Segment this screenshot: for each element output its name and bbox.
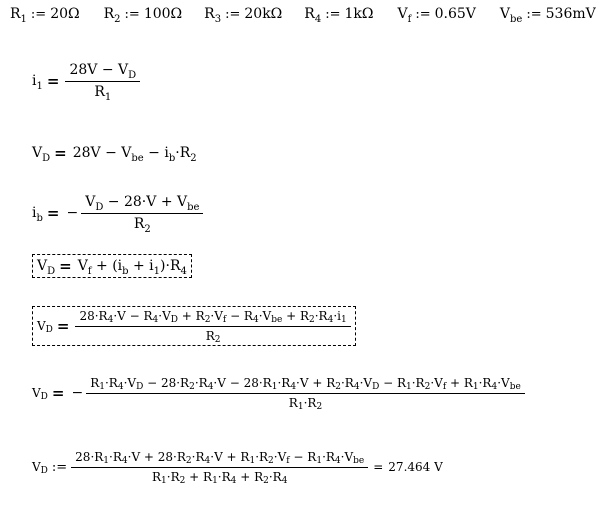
term-subscript: 2 bbox=[309, 315, 315, 325]
term-text: ·V bbox=[359, 376, 373, 390]
term-subscript: 1 bbox=[212, 476, 218, 486]
term-subscript: be bbox=[353, 456, 365, 466]
term-text: ·R bbox=[478, 376, 492, 390]
term-text: + R bbox=[446, 376, 473, 390]
term-text: − R bbox=[289, 450, 317, 464]
term-text: ·R bbox=[411, 376, 425, 390]
term-subscript: 1 bbox=[161, 476, 167, 486]
term-text: ·V − R bbox=[113, 309, 153, 323]
fraction bbox=[71, 450, 368, 484]
definition-r1[interactable]: R 1 := 20Ω bbox=[10, 6, 80, 25]
term-subscript: D bbox=[136, 382, 144, 392]
term-text: ·V bbox=[158, 309, 171, 323]
term-text: 28·R bbox=[79, 309, 108, 323]
term-text: ·R bbox=[191, 450, 205, 464]
term-subscript: f bbox=[286, 456, 290, 466]
equation-ib[interactable]: i b = − V D − 28·V + V be R 2 bbox=[32, 194, 203, 232]
equation-vd-result[interactable]: V D := 28·R 1 ·R 4 ·V + 28·R 2 ·R 4 ·V + R 1 ·R 2 ·V f − R 1 ·R 4 ·V be R 1 ·R 2 + R 1 ·R 4 + R 2 ·R 4 = 27.464 V bbox=[32, 450, 443, 486]
term-text: − R bbox=[379, 376, 406, 390]
term-text: ·i bbox=[333, 309, 341, 323]
term-text: ·R bbox=[109, 450, 122, 464]
term-text: ·R bbox=[217, 470, 231, 484]
term-subscript: 1 bbox=[249, 456, 256, 466]
fraction: 28·R 4 ·V − R 4 ·V D + R 2 ·V f − R 4 ·V be + R 2 ·R 4 ·i 1 R 2 bbox=[75, 309, 350, 343]
definition-r3[interactable]: R 3 := 20kΩ bbox=[204, 6, 283, 25]
term-text: ·V bbox=[258, 309, 272, 323]
term-text: ·R bbox=[255, 450, 269, 464]
term-subscript: f bbox=[222, 315, 227, 325]
equation-vd-1[interactable]: V D = 28V − V be − i b ·R 2 bbox=[32, 144, 197, 164]
term-subscript: 1 bbox=[406, 382, 412, 392]
term-subscript: 1 bbox=[472, 382, 479, 392]
term-text: R bbox=[151, 470, 162, 484]
term-text: ·V + 28·R bbox=[127, 450, 186, 464]
term-subscript: 4 bbox=[353, 382, 360, 392]
term-text: ·R bbox=[340, 376, 354, 390]
term-subscript: D bbox=[170, 315, 178, 325]
term-subscript: 4 bbox=[334, 456, 341, 466]
term-subscript: 2 bbox=[335, 382, 341, 392]
term-text: ·V bbox=[497, 376, 510, 390]
fraction: 28V − V D R 1 bbox=[65, 62, 140, 100]
definition-r2[interactable]: R 2 := 100Ω bbox=[103, 6, 183, 25]
term-subscript: 2 bbox=[185, 456, 192, 466]
term-subscript: 4 bbox=[152, 315, 159, 325]
term-subscript: be bbox=[271, 315, 283, 325]
term-subscript: 4 bbox=[491, 382, 498, 392]
term-subscript: 2 bbox=[316, 402, 323, 412]
term-subscript: 4 bbox=[117, 382, 124, 392]
term-subscript: 4 bbox=[207, 382, 214, 392]
term-subscript: 2 bbox=[263, 476, 269, 486]
term-text: + R bbox=[282, 309, 309, 323]
term-text: ·V − 28·R bbox=[213, 376, 272, 390]
term-subscript: 4 bbox=[230, 476, 237, 486]
term-text: + R bbox=[177, 309, 205, 323]
equation-vd-solved[interactable]: V D = 28·R 4 ·V − R 4 ·V D + R 2 ·V f − R 4 ·V be + R 2 ·R 4 ·i 1 R 2 bbox=[32, 306, 356, 346]
term-text: R bbox=[288, 396, 298, 410]
term-text: ·R bbox=[303, 396, 317, 410]
term-text: ·R bbox=[194, 376, 208, 390]
term-text: R bbox=[90, 376, 100, 390]
term-text: ·R bbox=[277, 376, 291, 390]
fraction: V D − 28·V + V be R 2 bbox=[81, 194, 203, 232]
term-subscript: 1 bbox=[103, 456, 110, 466]
term-text: ·V bbox=[273, 450, 287, 464]
term-text: ·V bbox=[340, 450, 354, 464]
term-subscript: 4 bbox=[121, 456, 128, 466]
term-subscript: 4 bbox=[327, 315, 334, 325]
term-subscript: 1 bbox=[340, 315, 347, 325]
term-text: ·V + R bbox=[210, 450, 250, 464]
term-text: ·R bbox=[166, 470, 180, 484]
term-text: + R bbox=[185, 470, 213, 484]
definitions-row bbox=[10, 6, 596, 25]
term-subscript: 4 bbox=[252, 315, 259, 325]
term-subscript: be bbox=[509, 382, 521, 392]
term-subscript: 4 bbox=[204, 456, 211, 466]
term-text: + R bbox=[236, 470, 264, 484]
term-subscript: 2 bbox=[179, 476, 186, 486]
term-subscript: f bbox=[442, 382, 447, 392]
term-subscript: 1 bbox=[316, 456, 323, 466]
result-value: 27.464 V bbox=[388, 460, 443, 474]
term-subscript: 2 bbox=[204, 315, 211, 325]
term-text: ·V bbox=[430, 376, 443, 390]
equation-vd-expanded[interactable]: V D = − R 1 ·R 4 ·V D − 28·R 2 ·R 4 ·V − 28·R 1 ·R 4 ·V + R 2 ·R 4 ·V D − R 1 ·R 2 ·V f + R 1 ·R 4 ·V be R 1 ·R 2 bbox=[32, 376, 525, 410]
term-subscript: 2 bbox=[268, 456, 274, 466]
term-subscript: 4 bbox=[290, 382, 297, 392]
term-text: 28·R bbox=[75, 450, 104, 464]
term-text: − 28·R bbox=[143, 376, 190, 390]
term-subscript: 1 bbox=[271, 382, 278, 392]
term-subscript: 1 bbox=[297, 402, 304, 412]
term-subscript: 2 bbox=[424, 382, 431, 392]
equation-vd-boxed[interactable]: V D = V f + (i b + i 1 )·R 4 bbox=[32, 254, 192, 278]
definition-vf[interactable]: V f := 0.65V bbox=[397, 6, 476, 25]
term-text: ·R bbox=[314, 309, 328, 323]
term-text: ·R bbox=[268, 470, 282, 484]
term-text: ·V bbox=[123, 376, 137, 390]
term-text: ·V + R bbox=[296, 376, 336, 390]
term-text: ·R bbox=[104, 376, 118, 390]
term-text: ·R bbox=[322, 450, 335, 464]
term-subscript: 4 bbox=[281, 476, 288, 486]
term-subscript: 1 bbox=[99, 382, 105, 392]
equation-i1[interactable]: i 1 = 28V − V D R 1 bbox=[32, 62, 140, 100]
fraction bbox=[86, 376, 525, 410]
term-text: ·V bbox=[210, 309, 223, 323]
term-subscript: 2 bbox=[189, 382, 195, 392]
definition-vbe[interactable]: V be := 536mV bbox=[499, 6, 596, 25]
term-subscript: D bbox=[372, 382, 380, 392]
term-subscript: 4 bbox=[107, 315, 114, 325]
definition-r4[interactable]: R 4 := 1kΩ bbox=[304, 6, 374, 25]
term-text: − R bbox=[226, 309, 253, 323]
